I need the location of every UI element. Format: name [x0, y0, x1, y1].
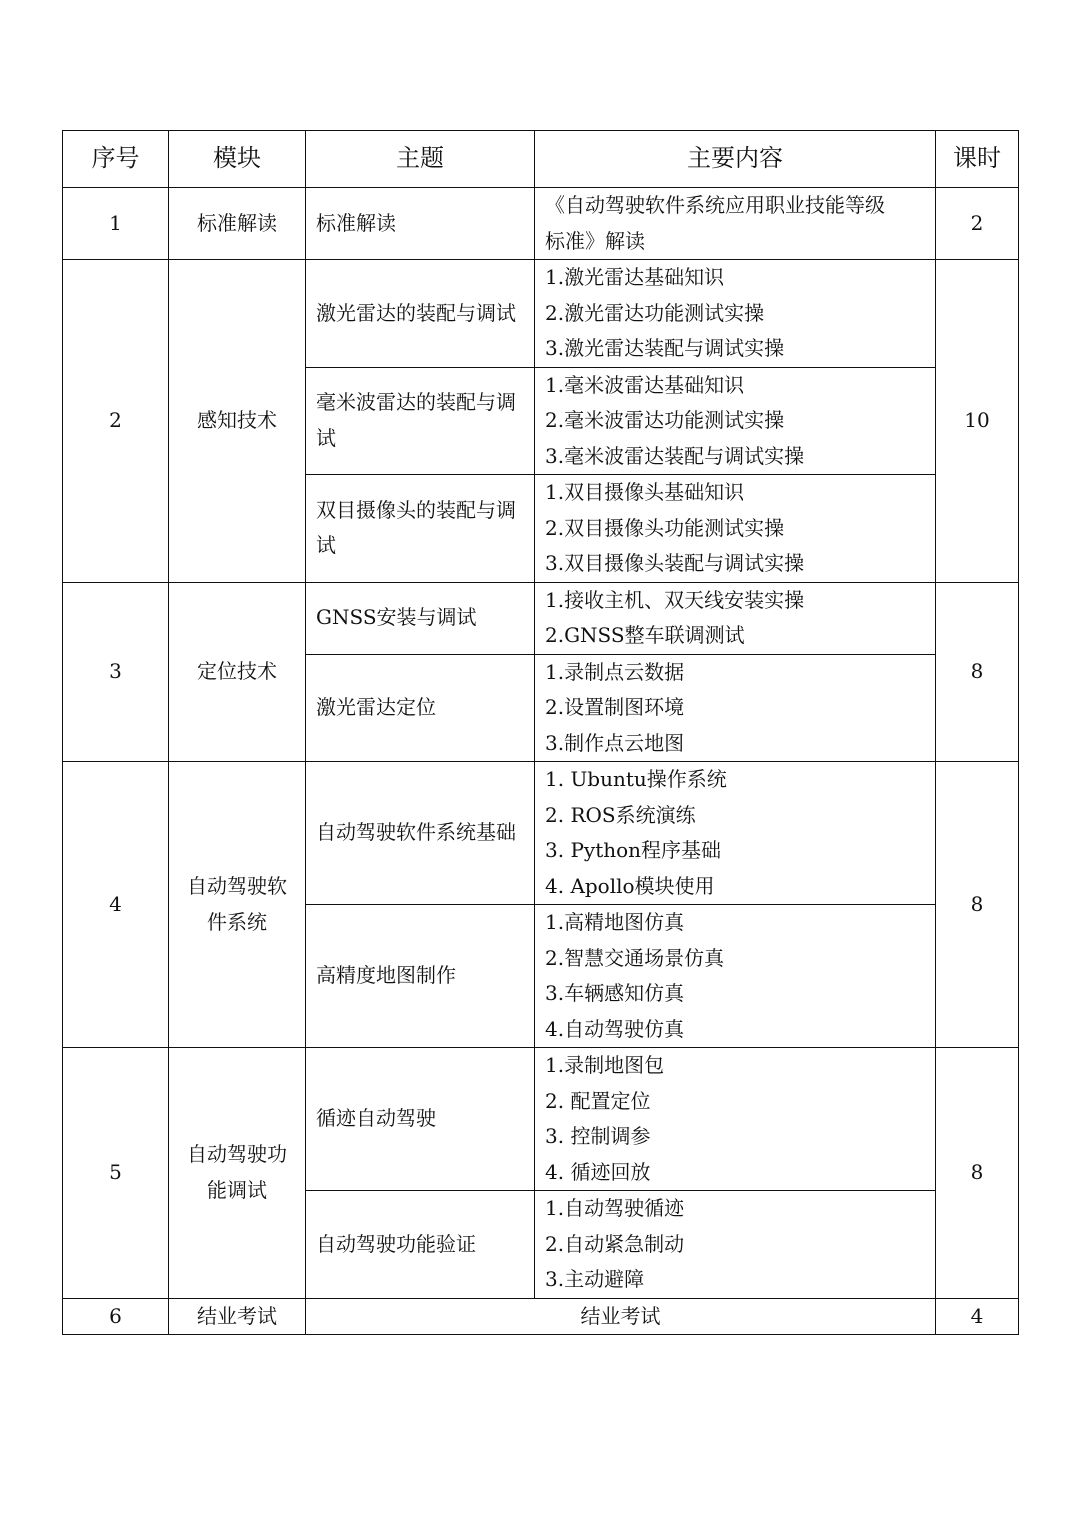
- content-item: 1.激光雷达基础知识: [545, 265, 725, 289]
- header-topic: 主题: [306, 131, 535, 188]
- content-item: 4.自动驾驶仿真: [545, 1016, 685, 1041]
- content-item: 2.智慧交通场景仿真: [545, 945, 725, 970]
- topic-cell: 标准解读: [306, 188, 535, 260]
- content-item: 3.双目摄像头装配与调试实操: [545, 551, 805, 575]
- content-item: 2.GNSS整车联调测试: [545, 623, 745, 647]
- content-item: 3.车辆感知仿真: [545, 981, 685, 1005]
- seq-cell: 1: [63, 188, 169, 260]
- content-cell: [535, 654, 936, 762]
- table-row: [63, 188, 1019, 260]
- content-cell: [535, 188, 936, 260]
- content-item: 2.设置制图环境: [545, 695, 685, 719]
- table-row: [63, 762, 1019, 905]
- content-cell: [535, 762, 936, 905]
- module-cell: 自动驾驶软件系统: [169, 762, 306, 1048]
- topic-cell: 高精度地图制作: [306, 905, 535, 1048]
- hours-cell: 8: [936, 582, 1019, 762]
- topic-cell: 毫米波雷达的装配与调试: [306, 367, 535, 475]
- module-cell: 标准解读: [169, 188, 306, 260]
- content-item: 3. 控制调参: [545, 1124, 651, 1148]
- content-item: 3.主动避障: [545, 1267, 645, 1291]
- table-row: [63, 1048, 1019, 1191]
- topic-cell: 双目摄像头的装配与调试: [306, 475, 535, 583]
- header-row: [63, 131, 1019, 188]
- content-item: 1.毫米波雷达基础知识: [545, 372, 745, 397]
- module-cell: 自动驾驶功能调试: [169, 1048, 306, 1299]
- hours-cell: 8: [936, 762, 1019, 1048]
- seq-cell: 2: [63, 260, 169, 583]
- seq-cell: 5: [63, 1048, 169, 1299]
- content-item: 1.录制点云数据: [545, 659, 685, 684]
- table-row: [63, 582, 1019, 654]
- content-cell: [535, 1048, 936, 1191]
- content-item: 2. ROS系统演练: [545, 802, 696, 827]
- content-cell: [535, 475, 936, 583]
- content-item: 1. Ubuntu操作系统: [545, 767, 727, 791]
- header-hours: 课时: [936, 131, 1019, 188]
- content-item: 1.接收主机、双天线安装实操: [545, 587, 805, 612]
- content-cell: [535, 260, 936, 368]
- module-cell: 感知技术: [169, 260, 306, 583]
- content-item: 1.自动驾驶循迹: [545, 1196, 685, 1220]
- content-item: 4. Apollo模块使用: [545, 873, 715, 898]
- table-body: [63, 188, 1019, 1335]
- content-item: 2.双目摄像头功能测试实操: [545, 515, 785, 540]
- header-seq: 序号: [63, 131, 169, 188]
- content-item: 1.录制地图包: [545, 1053, 665, 1077]
- hours-cell: 2: [936, 188, 1019, 260]
- topic-cell: 激光雷达定位: [306, 654, 535, 762]
- module-cell: 定位技术: [169, 582, 306, 762]
- content-item: 3.制作点云地图: [545, 730, 685, 755]
- content-item: 2.毫米波雷达功能测试实操: [545, 408, 785, 432]
- hours-cell: 8: [936, 1048, 1019, 1299]
- content-item: 3.毫米波雷达装配与调试实操: [545, 443, 805, 468]
- course-schedule-table: [62, 130, 1019, 1335]
- header-module: 模块: [169, 131, 306, 188]
- content-item: 4. 循迹回放: [545, 1159, 651, 1184]
- hours-cell: 4: [936, 1298, 1019, 1335]
- content-cell: [535, 1191, 936, 1299]
- content-cell: [535, 905, 936, 1048]
- seq-cell: 3: [63, 582, 169, 762]
- content-cell: [535, 367, 936, 475]
- header-content: 主要内容: [535, 131, 936, 188]
- content-item: 2.自动紧急制动: [545, 1231, 685, 1256]
- seq-cell: 6: [63, 1298, 169, 1335]
- hours-cell: 10: [936, 260, 1019, 583]
- content-item: 2.激光雷达功能测试实操: [545, 300, 765, 325]
- content-item: 1.双目摄像头基础知识: [545, 480, 745, 504]
- module-cell: 结业考试: [169, 1298, 306, 1335]
- table-row: [63, 260, 1019, 368]
- topic-cell: GNSS安装与调试: [306, 582, 535, 654]
- topic-cell: 自动驾驶软件系统基础: [306, 762, 535, 905]
- seq-cell: 4: [63, 762, 169, 1048]
- content-item: 《自动驾驶软件系统应用职业技能等级: [545, 193, 885, 217]
- topic-cell: 自动驾驶功能验证: [306, 1191, 535, 1299]
- content-item: 2. 配置定位: [545, 1088, 651, 1113]
- topic-cell: 循迹自动驾驶: [306, 1048, 535, 1191]
- content-item: 标准》解读: [545, 228, 645, 253]
- merged-content-cell: 结业考试: [306, 1298, 936, 1335]
- content-item: 1.高精地图仿真: [545, 910, 685, 934]
- content-cell: [535, 582, 936, 654]
- table-row: [63, 1298, 1019, 1335]
- topic-cell: 激光雷达的装配与调试: [306, 260, 535, 368]
- content-item: 3.激光雷达装配与调试实操: [545, 336, 785, 360]
- content-item: 3. Python程序基础: [545, 838, 722, 862]
